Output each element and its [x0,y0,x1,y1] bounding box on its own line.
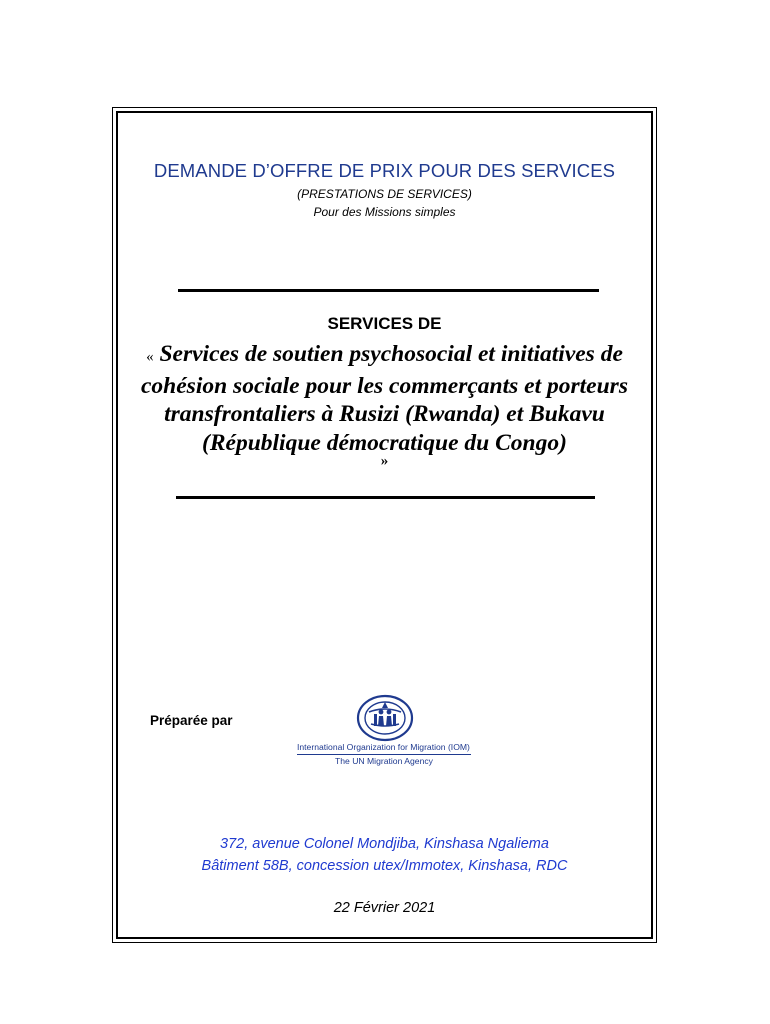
services-title [112,340,657,457]
iom-globe-logo-icon [355,694,415,742]
page-border-inner [116,111,653,939]
services-heading: SERVICES DE [327,314,442,333]
services-title-line-2: cohésion sociale pour les commerçants et porteurs [141,372,628,399]
open-quote: « [146,349,154,365]
address-line-2: Bâtiment 58B, concession utex/Immotex, Kinshasa, RDC [201,858,568,874]
logo-divider [297,754,471,755]
subtitle-missions: Pour des Missions simples [313,205,456,219]
services-title-line-3: transfrontaliers à Rusizi (Rwanda) et Bukavu [164,401,605,427]
subtitle-prestations: (PRESTATIONS DE SERVICES) [297,187,472,201]
divider-bottom [176,496,595,499]
close-quote: » [380,453,389,469]
prepared-by-label: Préparée par [150,713,233,728]
document-title: DEMANDE D’OFFRE DE PRIX POUR DES SERVICES [153,160,616,181]
iom-tagline: The UN Migration Agency [335,756,433,766]
divider-top [178,289,599,292]
address-line-1: 372, avenue Colonel Mondjiba, Kinshasa Ngaliema [220,836,549,852]
services-title-line-1: « Services de soutien psychosocial et initiatives de [146,341,623,367]
document-date: 22 Février 2021 [333,900,436,916]
iom-name: International Organization for Migration (IOM) [297,742,470,752]
services-title-line-4: (République démocratique du Congo) [202,429,567,456]
